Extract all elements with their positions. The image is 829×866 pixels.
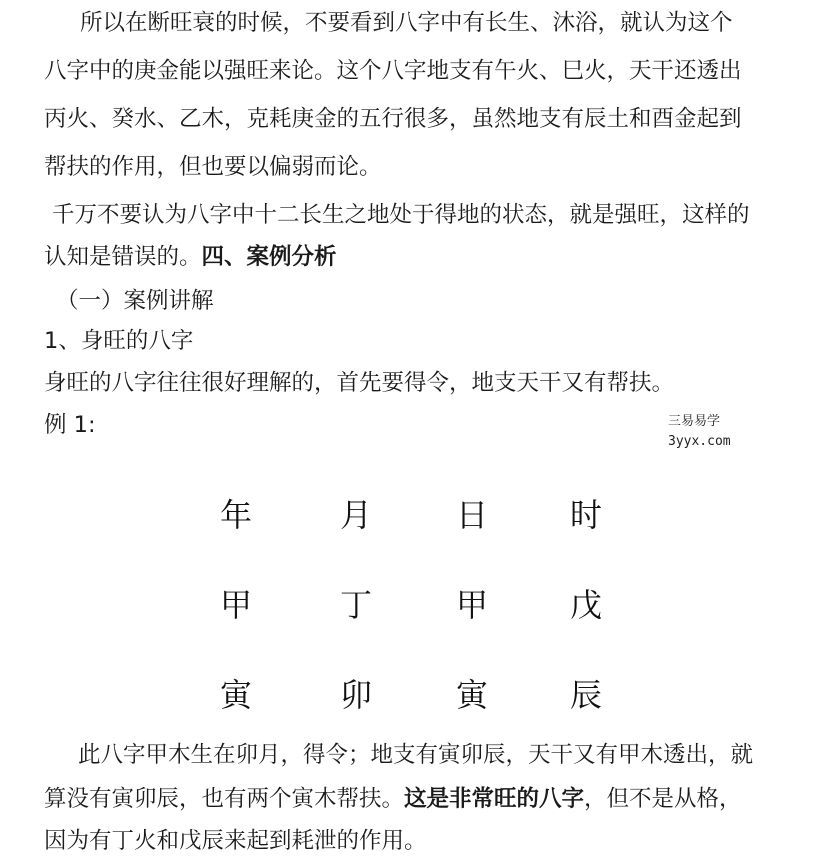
text-line [44,242,337,272]
bazi-stem: 戊 [569,586,602,624]
bazi-branch: 辰 [569,676,602,714]
bazi-branch: 寅 [455,676,488,714]
subheading: 1、身旺的八字 [44,328,194,354]
text-line: 所以在断旺衰的时候，不要看到八字中有长生、沐浴，就认为这个 [80,10,733,36]
text-line: 八字中的庚金能以强旺来论。这个八字地支有午火、巳火，天干还透出 [44,58,742,84]
text-line: 因为有丁火和戊辰来起到耗泄的作用。 [44,828,427,854]
text-line [44,784,742,814]
bazi-header: 日 [455,496,488,534]
example-label: 例 1: [44,412,96,438]
text-line: 此八字甲木生在卯月，得令；地支有寅卯辰，天干又有甲木透出，就 [78,742,754,768]
text-line: 身旺的八字往往很好理解的，首先要得令，地支天干又有帮扶。 [44,370,675,396]
text-span: 认知是错误的。 [44,244,202,270]
text-line: 帮扶的作用，但也要以偏弱而论。 [44,154,382,180]
bazi-header: 年 [219,496,252,534]
text-span: 算没有寅卯辰，也有两个寅木帮扶。 [44,786,405,812]
bazi-stem: 甲 [219,586,252,624]
bazi-branch: 卯 [339,676,372,714]
text-span-bold: 这是非常旺的八字 [404,786,585,812]
bazi-stem: 甲 [455,586,488,624]
bazi-header: 月 [339,496,372,534]
text-line: 千万不要认为八字中十二长生之地处于得地的状态，就是强旺，这样的 [52,202,750,228]
watermark-line: 三易易学 [668,414,721,429]
text-line: 丙火、癸水、乙木，克耗庚金的五行很多，虽然地支有辰土和酉金起到 [44,106,742,132]
watermark-line: 3yyx.com [668,434,731,449]
subheading: （一）案例讲解 [56,288,214,314]
bazi-header: 时 [569,496,602,534]
bazi-stem: 丁 [339,586,372,624]
watermark [668,412,731,452]
text-span: ，但不是从格， [584,786,742,812]
bazi-branch: 寅 [219,676,252,714]
section-heading: 四、案例分析 [201,244,337,270]
